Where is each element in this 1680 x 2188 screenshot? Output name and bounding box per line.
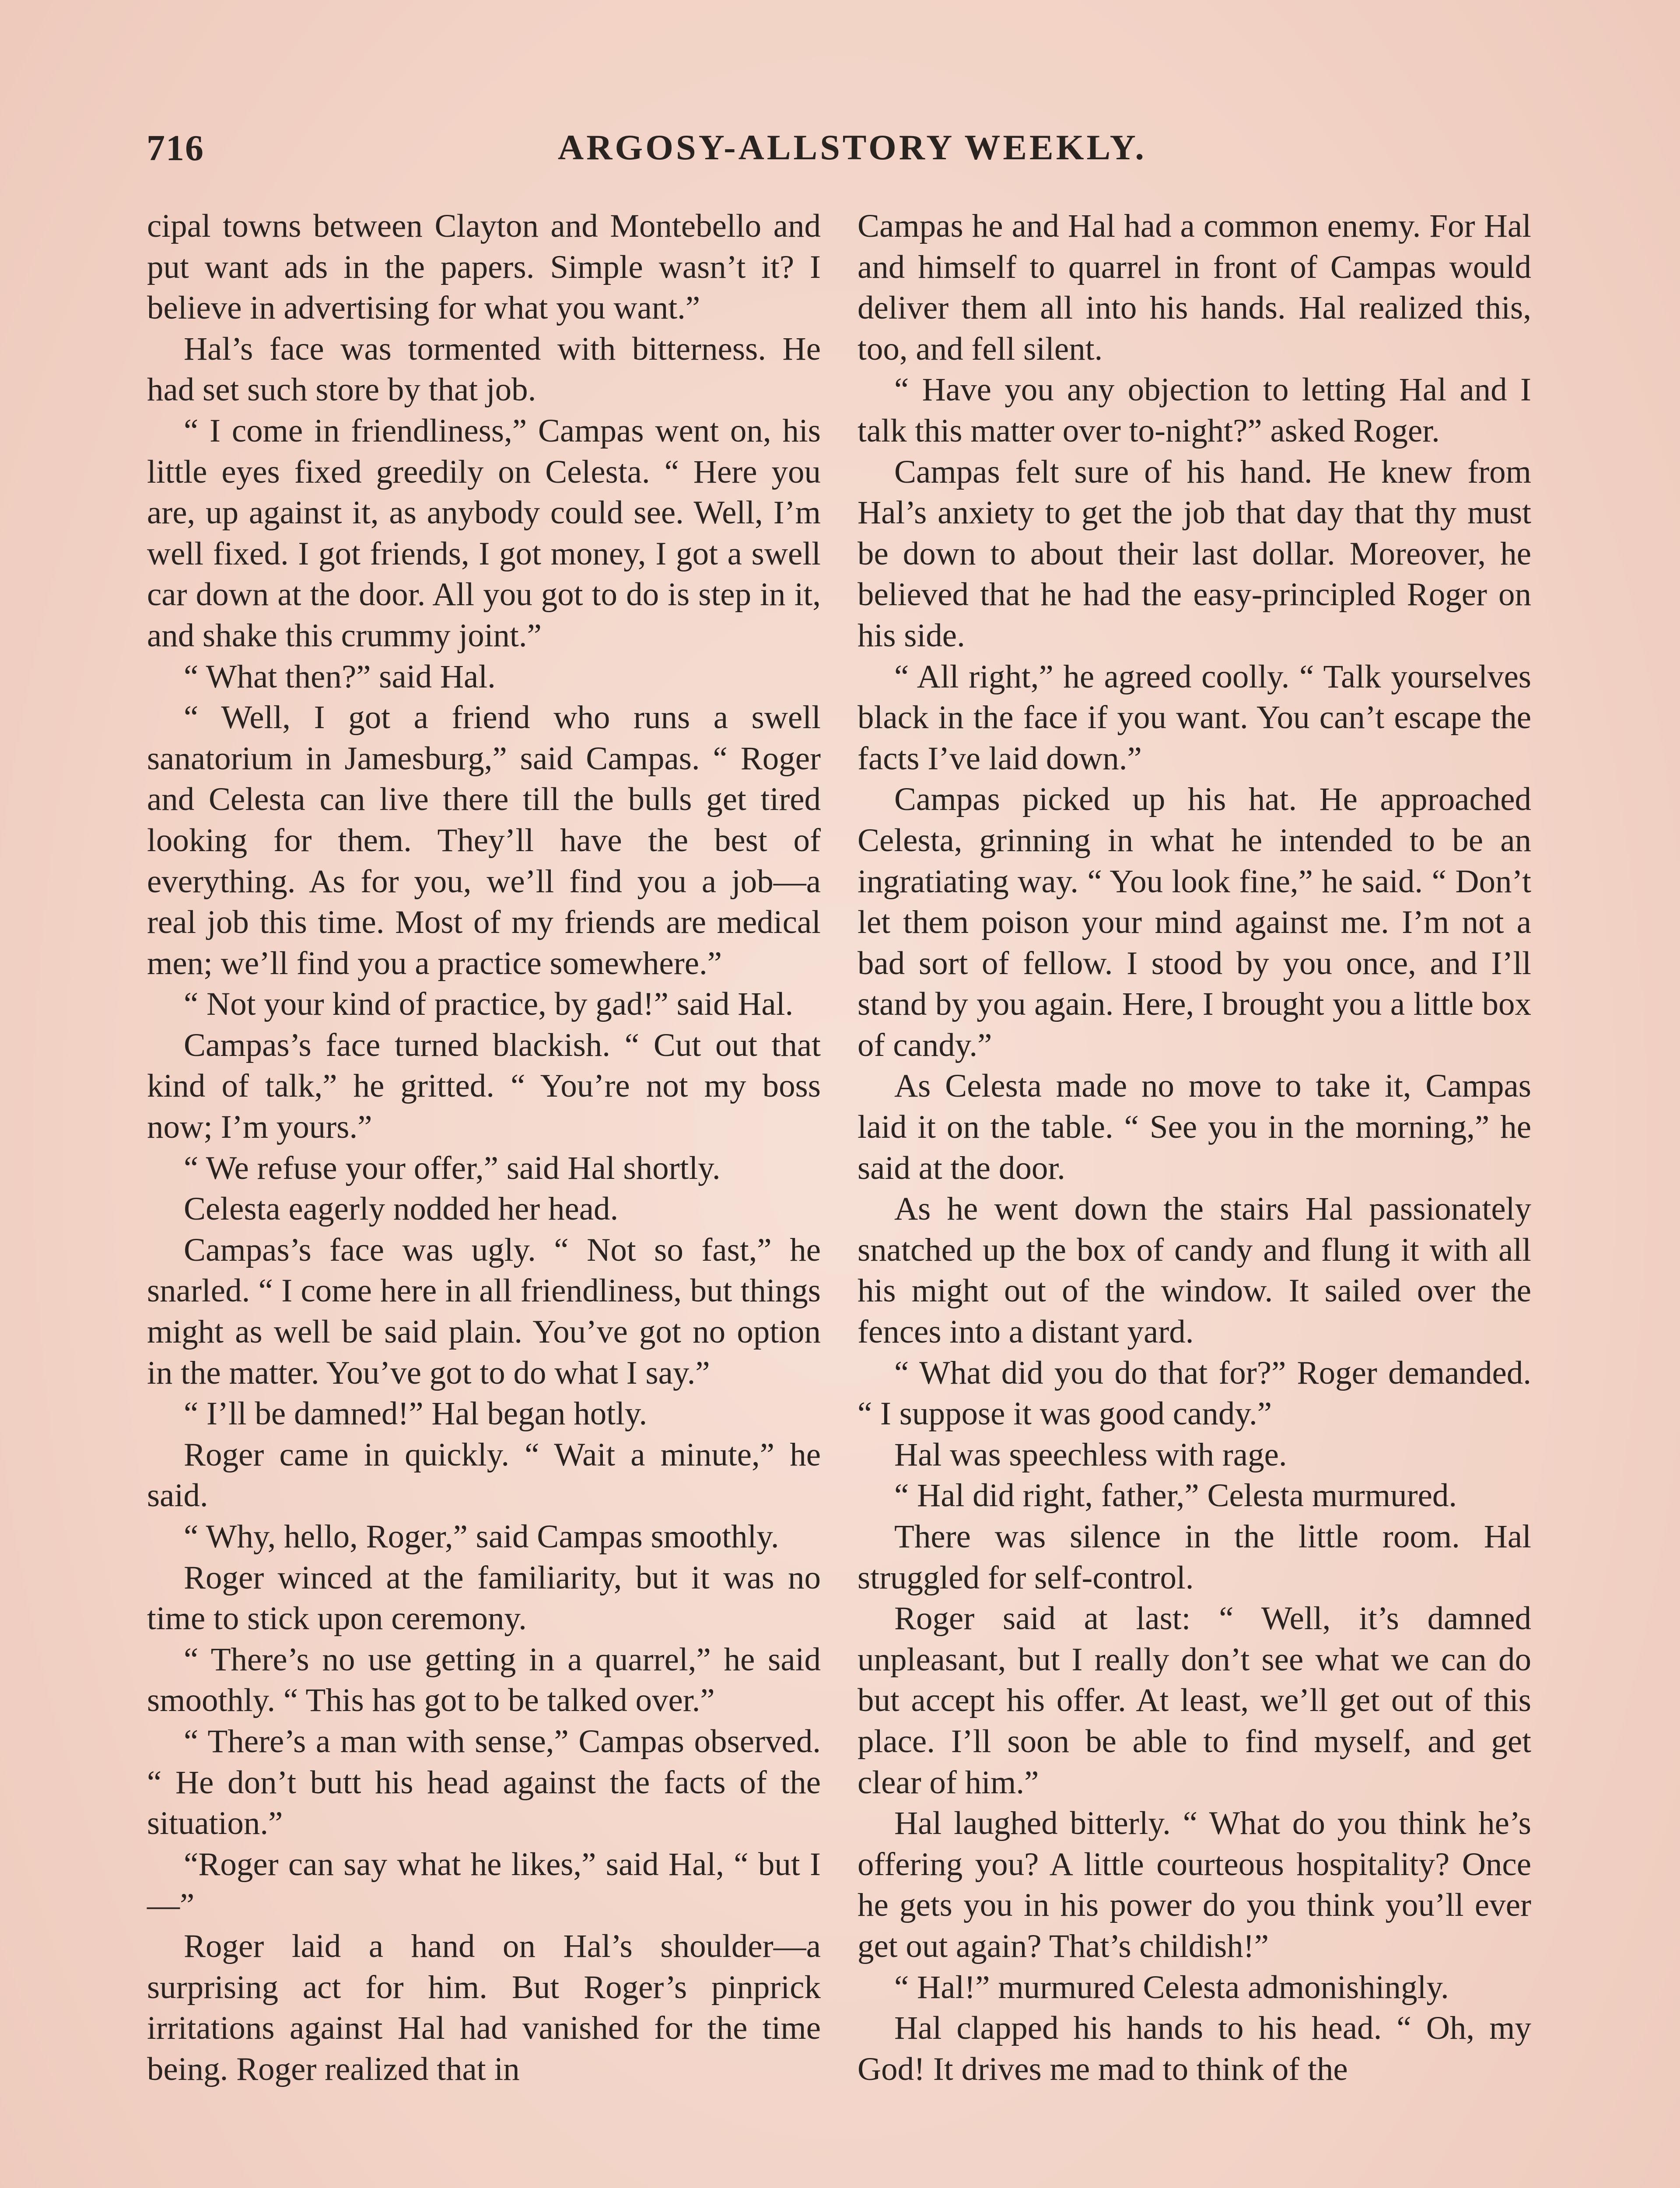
paragraph: As Celesta made no move to take it, Campas laid it on the table. “ See you in the morning,” he said at the door. [858,1068,1531,1186]
paragraph: Celesta eagerly nodded her head. [184,1191,619,1227]
paragraph: “ I’ll be damned!” Hal began hotly. [184,1396,648,1432]
paragraph: Roger said at last: “ Well, it’s damned unpleasant, but I really don’t see what we can do but accept his offer. At least, we’ll get out of this place. I’ll soon be able to find myself, and get clear of him.” [858,1600,1531,1801]
left-column [147,206,821,2090]
paragraph: “ Not your kind of practice, by gad!” said Hal. [184,986,794,1023]
paragraph: “Roger can say what he likes,” said Hal, “ but I—” [147,1846,821,1924]
paragraph: “ Why, hello, Roger,” said Campas smoothly. [184,1518,779,1555]
paragraph: Roger laid a hand on Hal’s shoulder—a surprising act for him. But Roger’s pinprick irritations against Hal had vanished for the time being. Roger realized that in [147,1928,821,2087]
right-column [858,206,1531,2090]
page-number: 716 [147,128,204,168]
paragraph: Campas felt sure of his hand. He knew from Hal’s anxiety to get the job that day that thy must be down to about their last dollar. Moreover, he believed that he had the easy-principled Roger on his side. [858,453,1531,654]
running-title: ARGOSY-ALLSTORY WEEKLY. [558,127,1147,167]
paragraph: “ Hal!” murmured Celesta admonishingly. [894,1969,1449,2006]
page-header [147,127,1547,184]
paragraph: Hal’s face was tormented with bitterness. He had set such store by that job. [147,330,821,408]
paragraph: As he went down the stairs Hal passionately snatched up the box of candy and flung it with all his might out of the window. It sailed over the fences into a distant yard. [858,1191,1531,1350]
paragraph: There was silence in the little room. Hal struggled for self-control. [858,1518,1531,1596]
paragraph: Campas’s face was ugly. “ Not so fast,” he snarled. “ I come here in all friendliness, but things might as well be said plain. You’ve got no option in the matter. You’ve got to do what I say.” [147,1231,821,1391]
paragraph: Hal laughed bitterly. “ What do you think he’s offering you? A little courteous hospitality? Once he gets you in his power do you think you’ll ever get out again? That’s childish!” [858,1805,1531,1964]
paragraph: Campas picked up his hat. He approached Celesta, grinning in what he intended to be an ingratiating way. “ You look fine,” he said. “ Don’t let them poison your mind against me. I’m not a bad sort of fellow. I stood by you once, and I’ll stand by you again. Here, I brought you a little box of candy.” [858,781,1531,1063]
paragraph: “ We refuse your offer,” said Hal shortly. [184,1150,721,1186]
paragraph: “ Have you any objection to letting Hal and I talk this matter over to-night?” asked Roger. [858,372,1531,449]
paragraph: Campas he and Hal had a common enemy. For Hal and himself to quarrel in front of Campas would deliver them all into his hands. Hal realized this, too, and fell silent. [858,208,1531,367]
paragraph: Hal clapped his hands to his head. “ Oh, my God! It drives me mad to think of the [858,2010,1531,2087]
paragraph: “ Well, I got a friend who runs a swell sanatorium in Jamesburg,” said Campas. “ Roger and Celesta can live there till the bulls get tired looking for them. They’ll have the best of everything. As for you, we’ll find you a job—a real job this time. Most of my friends are medical men; we’ll find you a practice somewhere.” [147,699,821,982]
paragraph: Roger came in quickly. “ Wait a minute,” he said. [147,1436,821,1514]
paragraph: “ What did you do that for?” Roger demanded. “ I suppose it was good candy.” [858,1354,1531,1432]
paragraph: “ There’s a man with sense,” Campas observed. “ He don’t butt his head against the facts of the situation.” [147,1723,821,1842]
paragraph: “ There’s no use getting in a quarrel,” he said smoothly. “ This has got to be talked over.” [147,1641,821,1719]
paragraph: “ I come in friendliness,” Campas went on, his little eyes fixed greedily on Celesta. “ Here you are, up against it, as anybody could see. Well, I’m well fixed. I got friends, I got money, I got a swell car down at the door. All you got to do is step in it, and shake this crummy joint.” [147,412,821,654]
paragraph: “ Hal did right, father,” Celesta murmured. [894,1477,1457,1514]
paragraph: “ All right,” he agreed coolly. “ Talk yourselves black in the face if you want. You can’t escape the facts I’ve laid down.” [858,658,1531,777]
paragraph: Roger winced at the familiarity, but it was no time to stick upon ceremony. [147,1559,821,1637]
paragraph: “ What then?” said Hal. [184,658,496,695]
paragraph: cipal towns between Clayton and Montebello and put want ads in the papers. Simple wasn’t it? I believe in advertising for what you want.” [147,208,821,326]
paragraph: Campas’s face turned blackish. “ Cut out that kind of talk,” he gritted. “ You’re not my boss now; I’m yours.” [147,1027,821,1146]
paragraph: Hal was speechless with rage. [894,1436,1287,1473]
